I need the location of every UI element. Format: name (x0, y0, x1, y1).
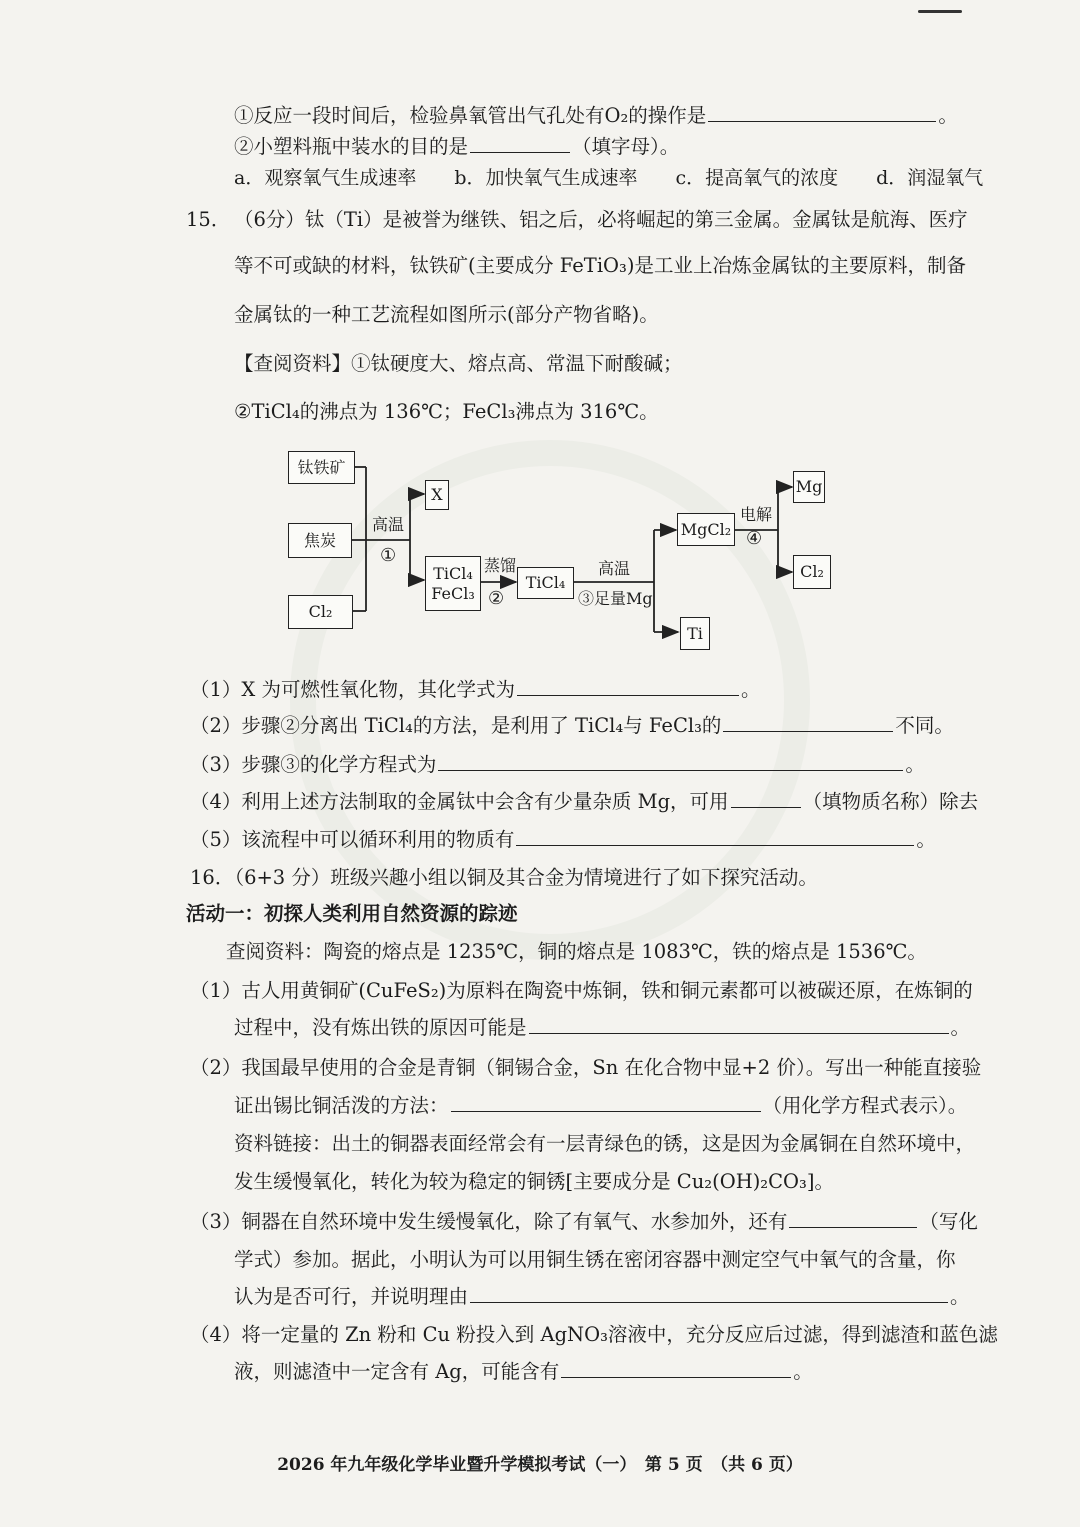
flow-box-x: X (425, 480, 449, 510)
flow-box-mg: Mg (793, 471, 825, 503)
step3-condition: 高温 (598, 559, 631, 578)
answer-blank[interactable] (529, 1032, 949, 1034)
q15-intro-2: 等不可或缺的材料，钛铁矿(主要成分 FeTiO₃)是工业上冶炼金属钛的主要原料，制备 (234, 254, 966, 277)
answer-blank[interactable] (517, 694, 739, 696)
q16-sub3-a (190, 1212, 978, 1232)
q15-intro-1: （6分）钛（Ti）是被誉为继铁、铝之后，必将崛起的第三金属。金属钛是航海、医疗 (234, 208, 968, 231)
q16-sub4-b (234, 1362, 813, 1382)
q16-intro: 16．（6+3 分）班级兴趣小组以铜及其合金为情境进行了如下探究活动。 (190, 866, 818, 889)
q15-sub5-end: 。 (916, 828, 936, 851)
q14-options: a．观察氧气生成速率 b．加快氧气生成速率 c．提高氧气的浓度 d．润湿氧气 (234, 167, 984, 189)
q16-activity1-heading: 活动一：初探人类利用自然资源的踪迹 (186, 902, 518, 925)
q15-sub1-text: （1）X 为可燃性氧化物，其化学式为 (190, 678, 515, 701)
q15-sub2 (190, 716, 954, 736)
q15-sub5-text: （5）该流程中可以循环利用的物质有 (190, 828, 515, 851)
q16-sub2-b-text: 证出锡比铜活泼的方法： (234, 1094, 449, 1117)
q15-sub5 (190, 830, 936, 850)
flow-box-ti: Ti (680, 617, 710, 650)
q15-reference-2: ②TiCl₄的沸点为 136℃；FeCl₃沸点为 316℃。 (234, 400, 659, 423)
q15-sub4-end: （填物质名称）除去 (802, 790, 979, 813)
q16-sub3-a-end: （写化 (919, 1210, 978, 1233)
q15-sub1-end: 。 (741, 678, 761, 701)
flow-box-ore: 钛铁矿 (288, 451, 355, 484)
q16-sub2-b (234, 1096, 967, 1116)
q14-item1-text: ①反应一段时间后，检验鼻氧管出气孔处有O₂的操作是 (234, 104, 707, 127)
answer-blank[interactable] (516, 844, 914, 846)
answer-blank[interactable] (723, 730, 893, 732)
q15-sub3-end: 。 (905, 753, 925, 776)
q16-sub1-b (234, 1018, 970, 1038)
q15-number: 15． (186, 208, 231, 231)
step3-reagent: ③足量Mg (578, 589, 653, 608)
answer-blank[interactable] (470, 1301, 948, 1303)
q16-sub3-b: 学式）参加。据此，小明认为可以用铜生锈在密闭容器中测定空气中氧气的含量，你 (234, 1248, 956, 1271)
answer-blank[interactable] (731, 806, 801, 808)
mixture-fecl3: FeCl₃ (431, 583, 475, 603)
q16-sub2-b-end: （用化学方程式表示）。 (762, 1094, 968, 1117)
flow-box-ticl4: TiCl₄ (517, 567, 574, 599)
q15-sub2-end: 不同。 (895, 714, 954, 737)
q16-sub3-c-end: 。 (950, 1285, 970, 1308)
step4-number: ④ (746, 528, 763, 549)
q14-item2-end: （填字母）。 (572, 135, 680, 158)
q16-sub1-a: （1）古人用黄铜矿(CuFeS₂)为原料在陶瓷中炼铜，铁和铜元素都可以被碳还原，在炼铜的 (190, 979, 973, 1002)
flow-box-cl2-output: Cl₂ (793, 555, 831, 589)
q16-sub4-b-end: 。 (793, 1360, 813, 1383)
q15-sub4 (190, 792, 978, 812)
answer-blank[interactable] (789, 1226, 917, 1228)
q15-sub3-text: （3）步骤③的化学方程式为 (190, 753, 437, 776)
flow-box-mgcl2: MgCl₂ (677, 513, 735, 546)
answer-blank[interactable] (561, 1376, 791, 1378)
step1-number: ① (380, 545, 397, 566)
answer-blank[interactable] (451, 1110, 761, 1112)
q15-sub2-text: （2）步骤②分离出 TiCl₄的方法，是利用了 TiCl₄与 FeCl₃的 (190, 714, 722, 737)
page-footer: 2026 年九年级化学毕业暨升学模拟考试（一） 第 5 页 （共 6 页） (277, 1455, 803, 1475)
step4-condition: 电解 (740, 505, 773, 524)
q16-sub2-a: （2）我国最早使用的合金是青铜（铜锡合金，Sn 在化合物中显+2 价）。写出一种能直接验 (190, 1056, 982, 1079)
step1-condition: 高温 (372, 515, 405, 534)
q16-reference: 查阅资料：陶瓷的熔点是 1235℃，铜的熔点是 1083℃，铁的熔点是 1536℃。 (226, 940, 927, 963)
q16-sub1-b-text: 过程中，没有炼出铁的原因可能是 (234, 1016, 527, 1039)
step2-condition: 蒸馏 (484, 556, 517, 575)
q16-sub3-c-text: 认为是否可行，并说明理由 (234, 1285, 469, 1308)
q16-link-1: 资料链接：出土的铜器表面经常会有一层青绿色的锈，这是因为金属铜在自然环境中， (234, 1132, 976, 1155)
flow-box-cl2-input: Cl₂ (288, 595, 353, 629)
q15-reference-1: 【查阅资料】①钛硬度大、熔点高、常温下耐酸碱； (234, 352, 683, 375)
step2-number: ② (488, 588, 505, 609)
q16-sub1-b-end: 。 (950, 1016, 971, 1039)
q14-item1-end: 。 (938, 104, 958, 127)
q16-sub3-a-text: （3）铜器在自然环境中发生缓慢氧化，除了有氧气、水参加外，还有 (190, 1210, 788, 1233)
q16-sub4-b-text: 液，则滤渣中一定含有 Ag，可能含有 (234, 1360, 560, 1383)
q16-sub4-a: （4）将一定量的 Zn 粉和 Cu 粉投入到 AgNO₃溶液中，充分反应后过滤，得到滤渣和蓝色滤 (190, 1323, 998, 1346)
q16-sub3-c (234, 1287, 970, 1307)
flow-box-coke: 焦炭 (288, 523, 352, 558)
flow-box-mixture (425, 556, 481, 611)
q14-item2-text: ②小塑料瓶中装水的目的是 (234, 135, 469, 158)
mixture-ticl4: TiCl₄ (433, 563, 473, 583)
q16-link-2: 发生缓慢氧化，转化为较为稳定的铜锈[主要成分是 Cu₂(OH)₂CO₃]。 (234, 1170, 834, 1193)
q15-sub3 (190, 755, 925, 775)
q15-sub1 (190, 680, 761, 700)
answer-blank[interactable] (438, 769, 903, 771)
q15-sub4-text: （4）利用上述方法制取的金属钛中会含有少量杂质 Mg，可用 (190, 790, 729, 813)
q15-intro-3: 金属钛的一种工艺流程如图所示(部分产物省略)。 (234, 303, 659, 326)
